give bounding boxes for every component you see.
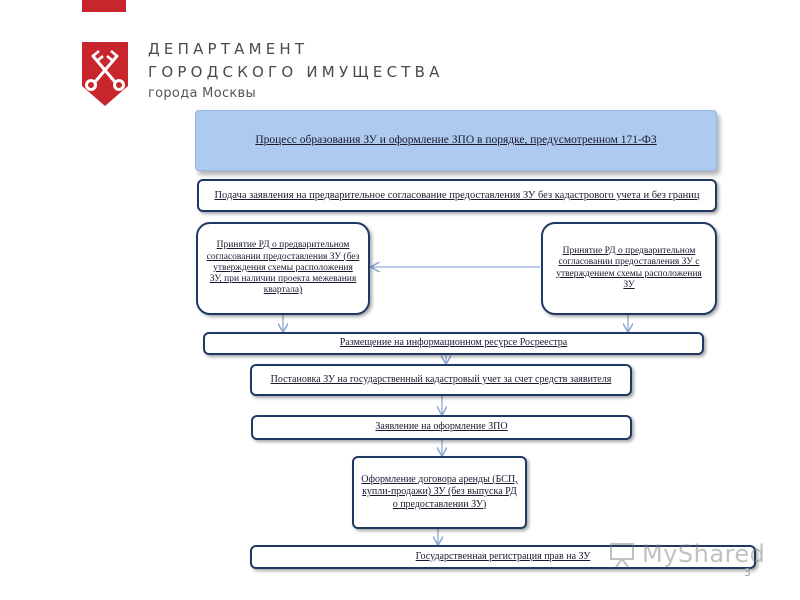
step-decision-right-box [541,222,717,315]
watermark-text: MyShared [642,540,766,568]
step-decision-left-text: Принятие РД о предварительном согласовании предоставления ЗУ (без утверждения схемы расположения ЗУ, при наличии проекта межевания квартала) [206,240,360,296]
step-zpo-application-text: Заявление на оформление ЗПО [375,421,508,433]
department-name-line1: ДЕПАРТАМЕНТ [148,40,309,58]
presentation-board-icon [608,540,636,568]
step-decision-left-box [196,222,370,315]
department-name-line2: ГОРОДСКОГО ИМУЩЕСТВА [148,63,444,81]
process-title: Процесс образования ЗУ и оформление ЗПО в порядке, предусмотренном 171-ФЗ [255,134,657,147]
step-lease-contract-box [352,456,527,529]
process-title-box [195,110,717,171]
step-cadastral-text: Постановка ЗУ на государственный кадастровый учет за счет средств заявителя [270,373,612,385]
step-decision-right-text: Принятие РД о предварительном согласовании предоставления ЗУ с утверждением схемы расположения ЗУ [556,246,702,290]
step-lease-contract-text: Оформление договора аренды (БСП, купли-продажи) ЗУ (без выпуска РД о предоставлении ЗУ) [361,473,518,510]
step-application-box [197,179,717,212]
step-zpo-application-box [251,415,632,440]
step-cadastral-box [250,364,632,396]
page-number: 3 [744,566,751,579]
step-rosreestr-box [203,332,704,355]
step-registration-text: Государственная регистрация прав на ЗУ [415,550,591,562]
department-city: города Москвы [148,86,257,101]
step-rosreestr-text: Размещение на информационном ресурсе Росреестра [339,337,568,349]
step-application-text: Подача заявления на предварительное согласование предоставления ЗУ без кадастрового учета и без границ [214,189,700,201]
